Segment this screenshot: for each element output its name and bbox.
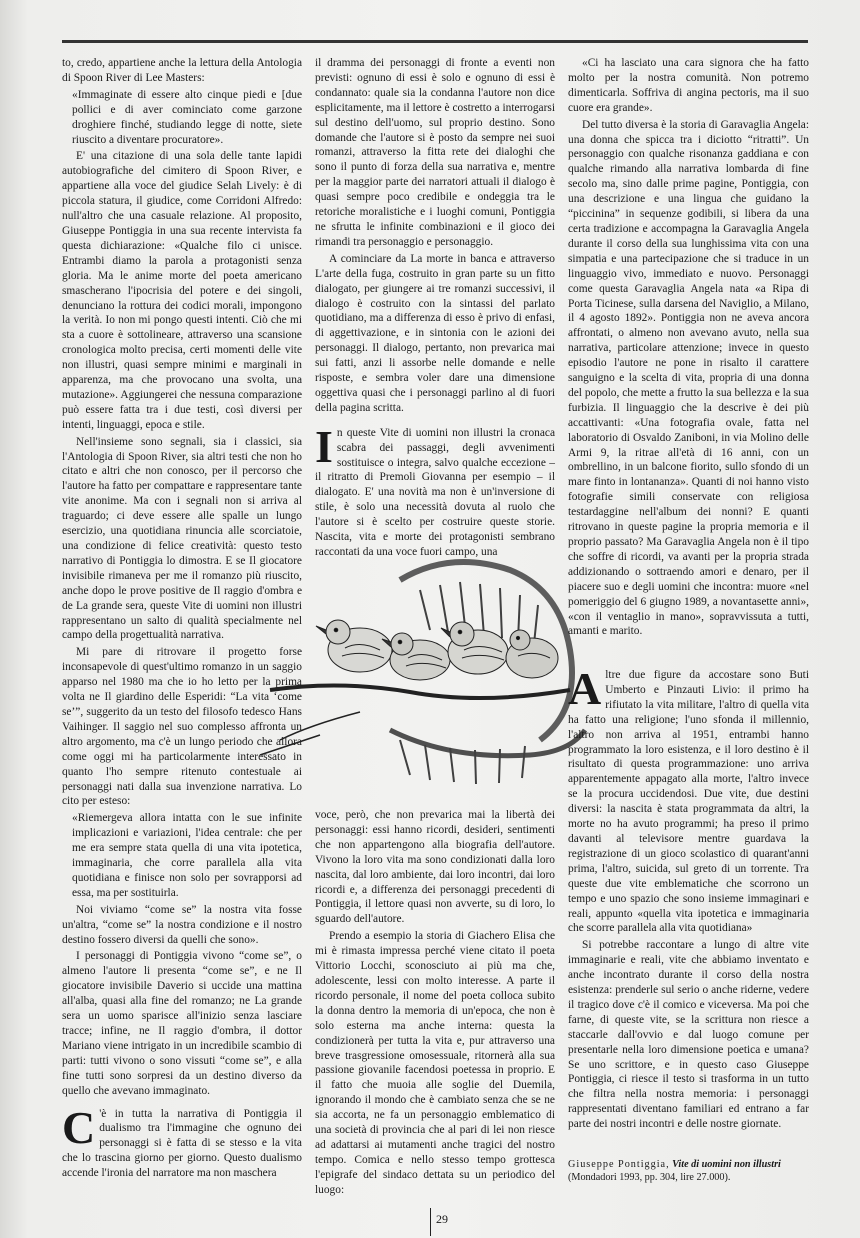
header-rule bbox=[62, 40, 808, 43]
paragraph: Prendo a esempio la storia di Giachero Elisa che mi è rimasta impressa perché viene citato il poeta Vittorio Locchi, sconosciuto ai più ma che, adolescente, lessi con molto interesse. A parte il ricordo personale, il nome del poeta colloca subito la donna dentro la memoria di un'epoca, che non è solo esterna ma anche interna: questa la condizionerà per tutta la vita e, pur attraverso una breve trasgressione omosessuale, ritornerà alla sua passione giovanile facendosi poetessa in proprio. E il fatto che muoia alle soglie del Duemila, ignorando il mondo che è cambiato senza che se ne sia accorta, ne fa un personaggio emblematico di una società di provincia che al pari di lei non riesce ad adattarsi ai mutamenti anche tragici del nostro tempo. Comica e nello stesso tempo grottesca l'epigrafe del sindaco dettata su un periodico del luogo: bbox=[315, 930, 555, 1196]
paragraph bbox=[62, 1101, 302, 1182]
drop-cap: A bbox=[568, 663, 602, 714]
paragraph: Nell'insieme sono segnali, sia i classici, sia l'Antologia di Spoon River, sia altri testi che non ho citato e altri che non conosco, per il percorso che l'autore ha fatto per compattare e rappresentare tante vite anonime. Ma con i segnali non si arriva al traguardo; ci deve essere alle spalle un lungo esercizio, una quotidiana rinuncia alle scorciatoie, una condizione di felice creatività: questo testo narrativo di Pontiggia lo dimostra. E se Il giocatore invisibile rimaneva per me il romanzo più riuscito, anche dopo le prove positive de Il raggio d'ombra e de La grande sera, queste Vite di uomini non illustri rappresentano un salto di qualità specialmente nel campo della progettualità narrativa. bbox=[62, 435, 302, 642]
column-3-lower bbox=[568, 660, 809, 1134]
paragraph-text: 'è in tutta la narrativa di Pontiggia il dualismo tra l'immagine che ognuno dei personaggi si è fatta di se stesso e la vita che lo trascina giorno per giorno. Questo dualismo accende l'ironia del narratore ma non maschera bbox=[62, 1107, 302, 1180]
paragraph: I personaggi di Pontiggia vivono “come se”, o almeno l'autore li presenta “come se”, e ne Il giocatore invisibile Daverio si uccide una mattina all'alba, quasi alla fine del romanzo; ne La grande sera un uomo sparisce all'inizio senza lasciare tracce; infine, ne Il raggio d'ombra, il dottor Mariano viene intrigato in un incredibile scambio di parti: tutti vivono o sono vissuti “come se”, e alla fine tutti sono sorpresi da un destino diverso da quello che avevano immaginato. bbox=[62, 950, 302, 1097]
book-caption bbox=[568, 1158, 818, 1184]
column-2-lower bbox=[315, 808, 555, 1200]
paragraph bbox=[568, 663, 809, 936]
quotation: «Immaginate di essere alto cinque piedi e [due pollici e di aver cominciato come garzone droghiere finché, studiando legge di notte, siete riuscito a diventare procuratore». bbox=[72, 88, 302, 146]
quotation: «Riemergeva allora intatta con le sue infinite implicazioni e variazioni, l'idea centrale: che per me era sempre stata quella di una vita ipotetica, immaginaria, che corre parallela alla vita quotidiana e finisce non solo per sovrapporsi ad essa, ma per sostituirla. bbox=[72, 812, 302, 899]
drop-cap: C bbox=[62, 1101, 96, 1153]
page-number: 29 bbox=[436, 1212, 448, 1226]
paragraph-text: n queste Vite di uomini non illustri la cronaca scabra dei passaggi, degli avvenimenti sostituisce o integra, salvo qualche eccezione – il ritratto di Premoli Giovanna per esempio – il dialogato. E' una novità ma non è un'inversione di stile, è solo una necessità dovuta al ruolo che l'autore si è scelto per costruire queste storie. Nascita, vita e morte dei protagonisti sembrano raccontati da una voce fuori campo, una bbox=[315, 426, 555, 558]
drop-cap: I bbox=[315, 420, 333, 472]
birds-illustration bbox=[250, 540, 590, 790]
quotation: «Ci ha lasciato una cara signora che ha fatto molto per la nostra comunità. Non potremo dimenticarla. Soffriva di angina pectoris, ma il suo cuore era grande». bbox=[568, 57, 809, 114]
caption-author: Giuseppe Pontiggia, bbox=[568, 1159, 670, 1170]
column-2 bbox=[315, 56, 555, 562]
caption-title: Vite di uomini non illustri bbox=[672, 1159, 781, 1170]
paragraph-text: ltre due figure da accostare sono Buti Umberto e Pinzauti Livio: il primo ha rifiutato la vita militare, l'altro di quella vita ha fatto una religione; l'uno sfonda il millennio, l'altro non arriva al 1951, entrambi hanno programmato la loro esistenza, e il loro destino è il risultato di questa programmazione: uno arriva apparentemente appagato alla morte, l'altro invece se la procura uccidendosi. Due vite, due destini diversi: la nascita è stata programmata da altri, la morte no ha avuto programmi; ha preso il primo davanti al televisore mentre guardava la registrazione di un gioco scolastico di quarant'anni prima, l'altro, suicida, sul greto di un torrente. Tra queste due vite emblematiche che scorrono un tempo e uno spazio che sono insieme immaginari e reali, appunto «quella vita ipotetica e immaginaria che scorre parallela alla vita quotidiana» bbox=[568, 669, 809, 935]
paragraph: to, credo, appartiene anche la lettura della Antologia di Spoon River di Lee Masters: bbox=[62, 57, 302, 84]
folio-rule bbox=[430, 1208, 431, 1236]
paragraph: voce, però, che non prevarica mai la libertà dei personaggi: essi hanno ricordi, desideri, sentimenti che non appartengono alla biografia dell'autore. Vivono la loro vita ma sono condizionati dalla loro nascita, dal loro ambiente, dai loro incontri, dai loro ricordi e, a differenza dei personaggi precedenti di Pontiggia, il lettore quasi non avverte, su di loro, lo sguardo dell'autore. bbox=[315, 809, 555, 926]
paragraph: Si potrebbe raccontare a lungo di altre vite immaginarie e reali, vite che abbiamo inventato e anche incontrato durante il corso della nostra esistenza: prenderle sul serio o anche riderne, vedere il tragico dove c'è il comico e viceversa. Ma poi che farne, di queste vite, se la scrittura non riesce a staccarle dall'ovvio e dal luogo comune per presentarle nella loro dimensione poetica e umana? Se uno scrittore, e in questo caso Giuseppe Pontiggia, ci riesce il testo si trasforma in un tutto che filtra nella nostra memoria: i personaggi rappresentati diventano familiari ed entrano a far parte dei nostri incontri e delle nostre giornate. bbox=[568, 939, 809, 1131]
caption-details: (Mondadori 1993, pp. 304, lire 27.000). bbox=[568, 1172, 731, 1183]
paragraph: A cominciare da La morte in banca e attraverso L'arte della fuga, costruito in gran parte su un fitto dialogato, per giungere ai tre romanzi successivi, il dialogo è costruito con la sintassi del parlato quotidiano, ma a differenza di esso è privo di enfasi, di aggettivazione, e in sintonia con le azioni dei personaggi. Il dialogo, pertanto, non prevarica mai sui fatti, anzi li assorbe nelle domande e nelle risposte, e sembra voler dare una dimensione oggettiva quasi che i personaggi parlino al di fuori della pagina scritta. bbox=[315, 252, 555, 414]
paragraph: il dramma dei personaggi di fronte a eventi non previsti: ognuno di essi è solo e ognuno di essi è condannato: quale sia la condanna l'autore non dice esplicitamente, ma il lettore è costretto a interrogarsi sul destino dell'uomo, sul proprio destino. Sono domande che l'autore si è posto da sempre nei suoi romanzi, attraverso la fitta rete dei dialoghi che sono il punto di forza della sua narrativa e, mentre per la maggior parte dei narratori attuali il dialogo è quasi sempre poco credibile e ondeggia tra le retoriche moralistiche e i luoghi comuni, Pontiggia ne sfrutta le infinite combinazioni e il gioco dei rimandi tra personaggio e personaggio. bbox=[315, 57, 555, 248]
paragraph: Del tutto diversa è la storia di Garavaglia Angela: una donna che spicca tra i diciotto “ritratti”. Un personaggio con qualche risonanza gaddiana e con qualche rimando alla narrativa lombarda di fine secolo ma, sino dalle prime pagine, Pontiggia, con una descrizione e una lingua che guidano la “piccinina” in sequenze godibili, si libera da una certa tradizione e accompagna la Garavaglia Angela durante il corso della sua lunghissima vita con una simpatia e una partecipazione che si traduce in un linguaggio vivo, immediato e nuovo. Personaggi come questa Garavaglia Angela nata «a Ripa di Porta Ticinese, sulla darsena del Naviglio, a Milano, il 4 agosto 1892». Pontiggia non ne aveva ancora affrontati, o almeno non avevano avuto, nella sua narrativa, particolare attenzione; invece in questo episodio l'autore ne pone in risalto il carattere sanguigno e la scelta di vita, propria di una donna del popolo, che mette a frutto la sua bellezza e la sua furbizia. Il linguaggio che la descrive è dei più accattivanti: «Una fotografia ovale, fatta nel laboratorio di Osvaldo Zaniboni, in via Molino delle Armi 9, la ritrae all'età di 16 anni, con un ombrellino, in un balcone fiorito, sullo sfondo di un mare finto in lontananza». Quanti di noi hanno visto fotografie simili conservate con religiosa testardaggine nell'album dei nonni? E quanti ritrovano in queste pagine la propria memoria e il proprio passato? Ma Garavaglia Angela non è il tipo che soffre di ricordi, va avanti per la propria strada addizionando o sottraendo amori e denaro, per il piacere suo e degli uomini che incontra: muore «nel pomeriggio del 6 giugno 1989, a novantasette anni», «con il ventaglio in mano», sopravvissuta a tutti, amanti e marito. bbox=[568, 118, 809, 638]
quotation: Noi viviamo “come se” la nostra vita fosse un'altra, “come se” la nostra condizione e il nostro destino fossero diversi da quelli che sono». bbox=[62, 903, 302, 946]
column-3 bbox=[568, 56, 809, 641]
paragraph: Mi pare di ritrovare il progetto forse inconsapevole di quest'ultimo romanzo in un saggio apparso nel 1980 ma che io ho letto per la prima volta ne Il giardino delle Esperidi: “La vita ‘come se’”, suggerito da un testo del filosofo tedesco Hans Vaihinger. Il saggio nel suo complesso affronta un altro argomento, ma c'è un lungo periodo che allora come oggi mi ha particolarmente interessato in quanto l'ho sempre ritenuto contestuale ai personaggi nati dalla sua invenzione narrativa. Lo cito per esteso: bbox=[62, 646, 302, 808]
paragraph: E' una citazione di una sola delle tante lapidi autobiografiche del cimitero di Spoon River, e appartiene alla voce del giudice Selah Lively: è di piccola statura, il giudice, come Corridoni Alfredo: null'altro che una casuale relazione. Al proposito, Giuseppe Pontiggia in una sua recente intervista fa questa dichiarazione: «Qualche filo ci unisce. Entrambi diamo la parola a protagonisti senza gloria. Ma le anime morte del poeta americano smascherano l'ipocrisia del potere e dei singoli, denunciano la rottura dei codici morali, impongono la verità. Io non mi pongo questi intenti. Ciò che mi sta a cuore è sottolineare, attraverso una scansione cronologica molto precisa, certi momenti delle vite non illustri, quasi sempre minimi e marginali in apparenza, ma che provocano una svolta, una mutazione». Aggiungerei che nessuna comparazione può essere fatta tra i due testi, così diversi per intenti, linguaggi, epoca e stile. bbox=[62, 150, 302, 431]
